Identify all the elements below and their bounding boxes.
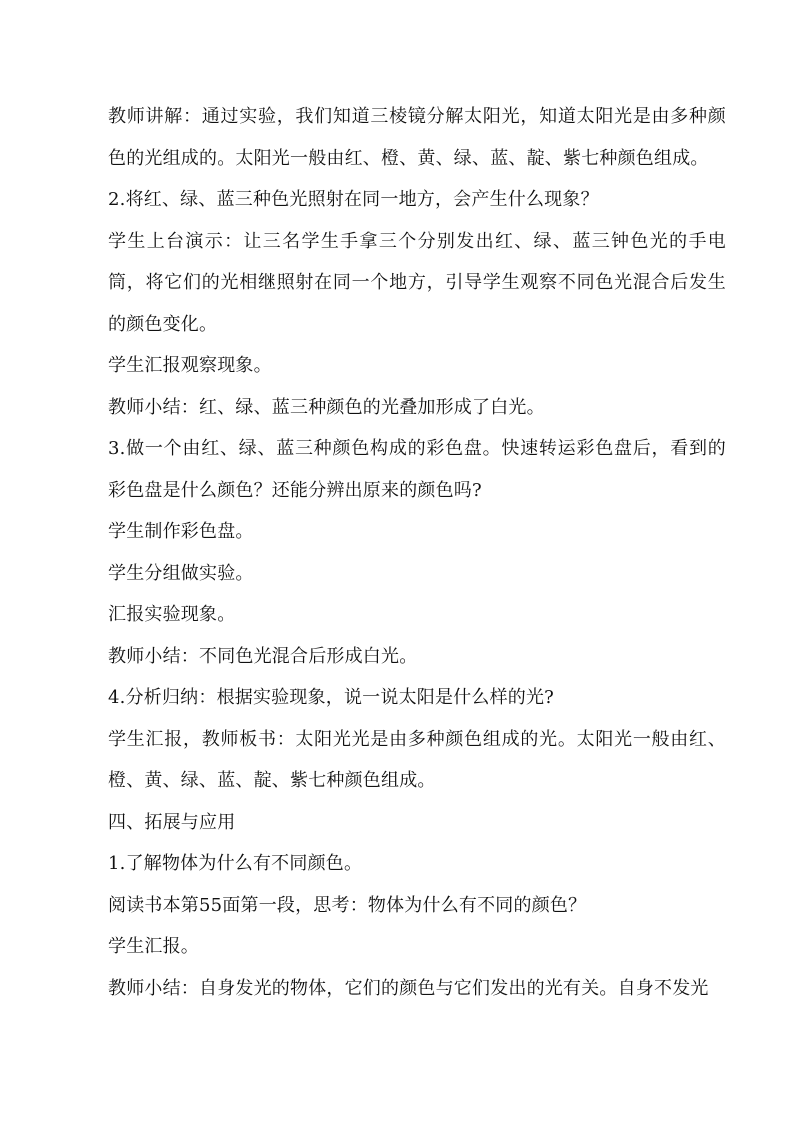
paragraph-text: 学生制作彩色盘。 [108, 521, 254, 542]
section-heading-extension [108, 802, 726, 844]
paragraph-text: 教师小结：红、绿、蓝三种颜色的光叠加形成了白光。 [108, 396, 545, 418]
paragraph-text: 学生分组做实验。 [108, 562, 254, 584]
paragraph-text: 学生汇报，教师板书：太阳光光是由多种颜色组成的光。太阳光一般由红、橙、黄、绿、蓝、靛、紫七种颜色组成。 [108, 728, 726, 791]
paragraph-student-report-observation [108, 345, 726, 387]
paragraph-text: 学生上台演示：让三名学生手拿三个分别发出红、绿、蓝三钟色光的手电筒，将它们的光相继照射在同一个地方，引导学生观察不同色光混合后发生的颜色变化。 [108, 230, 726, 335]
paragraph-reading-task [108, 885, 726, 927]
paragraph-text: 1.了解物体为什么有不同颜色。 [108, 853, 363, 874]
paragraph-student-group-experiment [108, 553, 726, 595]
document-body [108, 96, 726, 1009]
paragraph-text: 学生汇报。 [108, 936, 199, 957]
paragraph-teacher-summary-luminous [108, 968, 726, 1010]
paragraph-report-phenomenon [108, 594, 726, 636]
paragraph-teacher-summary-white-light [108, 387, 726, 429]
paragraph-text: 教师小结：不同色光混合后形成白光。 [108, 645, 418, 667]
paragraph-text: 3.做一个由红、绿、蓝三种颜色构成的彩色盘。快速转运彩色盘后，看到的彩色盘是什么颜色？还能分辨出原来的颜色吗? [108, 438, 726, 501]
paragraph-board-writing [108, 719, 726, 802]
paragraph-teacher-explanation [108, 96, 726, 179]
paragraph-question-3 [108, 428, 726, 511]
paragraph-question-2 [108, 179, 726, 221]
paragraph-item-1 [108, 843, 726, 885]
paragraph-text: 2.将红、绿、蓝三种色光照射在同一地方，会产生什么现象？ [108, 189, 599, 210]
paragraph-question-4 [108, 677, 726, 719]
paragraph-text: 教师讲解：通过实验，我们知道三棱镜分解太阳光，知道太阳光是由多种颜色的光组成的。太阳光一般由红、橙、黄、绿、蓝、靛、紫七种颜色组成。 [108, 106, 726, 169]
paragraph-student-report [108, 926, 726, 968]
paragraph-text: 4.分析归纳：根据实验现象，说一说太阳是什么样的光? [108, 687, 555, 708]
paragraph-text: 汇报实验现象。 [108, 604, 236, 625]
paragraph-text: 教师小结：自身发光的物体，它们的颜色与它们发出的光有关。自身不发光 [108, 977, 709, 999]
paragraph-teacher-summary-mixing [108, 636, 726, 678]
heading-text: 四、拓展与应用 [108, 811, 236, 833]
paragraph-text: 学生汇报观察现象。 [108, 355, 272, 376]
paragraph-student-make-disc [108, 511, 726, 553]
paragraph-student-demo [108, 221, 726, 346]
paragraph-text: 阅读书本第55面第一段，思考：物体为什么有不同的颜色？ [108, 894, 587, 916]
